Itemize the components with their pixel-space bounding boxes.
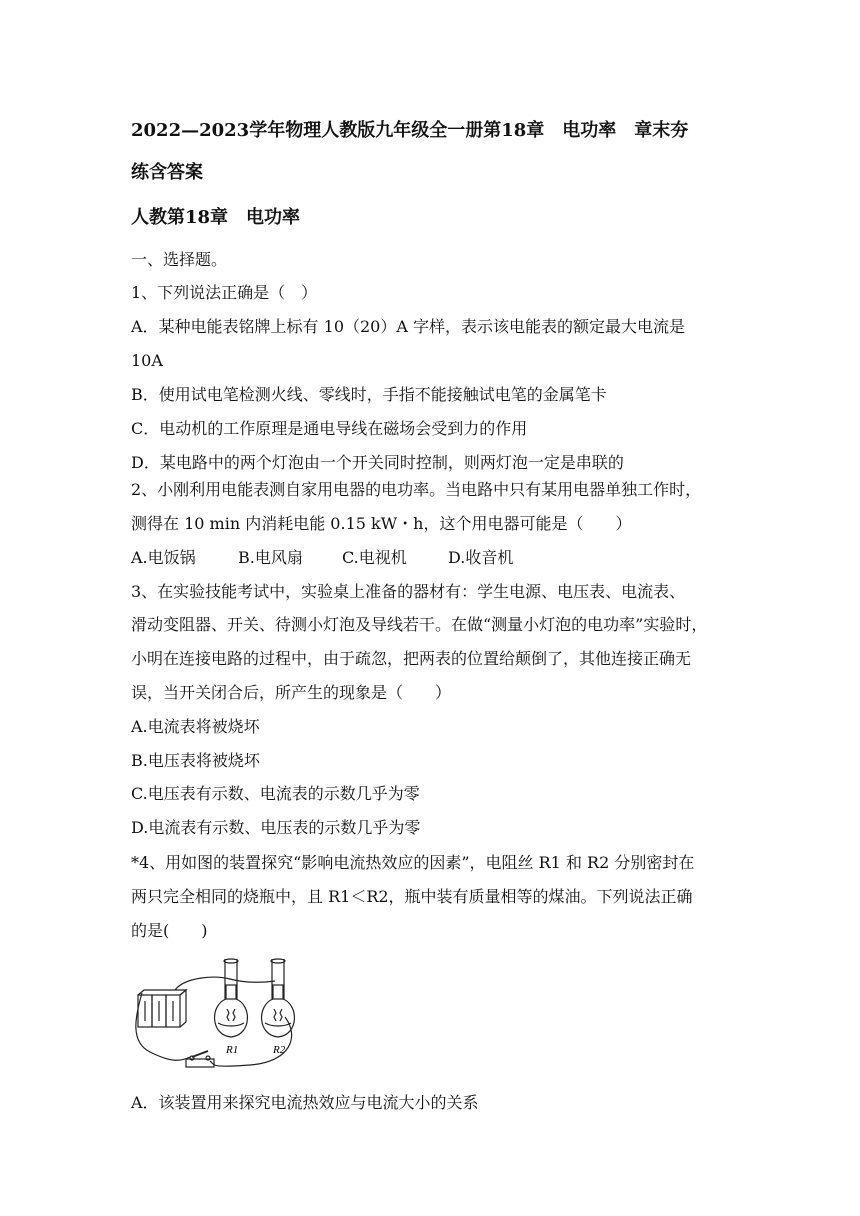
q3-stem-line-3: 小明在连接电路的过程中，由于疏忽，把两表的位置给颠倒了，其他连接正确无 — [131, 649, 692, 668]
chapter-heading: 人教第18章 电功率 — [131, 207, 301, 228]
q2-stem-line-2: 测得在 10 min 内消耗电能 0.15 kW・h，这个用电器可能是（ ） — [131, 514, 632, 533]
section-heading: 一、选择题。 — [131, 250, 228, 269]
q3-stem-line-2: 滑动变阻器、开关、待测小灯泡及导线若干。在做“测量小灯泡的电功率”实验时， — [131, 615, 708, 634]
q3-option-d: D.电流表有示数、电压表的示数几乎为零 — [131, 818, 421, 837]
q3-option-a: A.电流表将被烧坏 — [131, 717, 260, 736]
q4-stem-line-3: 的是( ) — [131, 921, 208, 940]
q1-option-a: A．某种电能表铭牌上标有 10（20）A 字样，表示该电能表的额定最大电流是 — [131, 317, 686, 336]
q2-option-b: B.电风扇 — [238, 548, 303, 567]
q4-stem-line-2: 两只完全相同的烧瓶中，且 R1＜R2，瓶中装有质量相等的煤油。下列说法正确 — [131, 887, 693, 906]
q3-stem-line-4: 误，当开关闭合后，所产生的现象是（ ） — [131, 683, 452, 702]
q1-option-c: C．电动机的工作原理是通电导线在磁场会受到力的作用 — [131, 419, 528, 438]
q4-stem-line-1: *4、用如图的装置探究“影响电流热效应的因素”，电阻丝 R1 和 R2 分别密封在 — [131, 853, 695, 872]
q1-option-b: B．使用试电笔检测火线、零线时，手指不能接触试电笔的金属笔卡 — [131, 385, 607, 404]
q2-option-d: D.收音机 — [448, 548, 514, 567]
circuit-figure — [130, 957, 305, 1072]
figure-label-r1: R1 — [226, 1044, 239, 1056]
q2-option-c: C.电视机 — [342, 548, 407, 567]
q4-option-a: A．该装置用来探究电流热效应与电流大小的关系 — [131, 1093, 479, 1112]
q3-stem-line-1: 3、在实验技能考试中，实验桌上准备的器材有：学生电源、电压表、电流表、 — [131, 582, 686, 601]
q3-option-c: C.电压表有示数、电流表的示数几乎为零 — [131, 784, 420, 803]
q1-stem: 1、下列说法正确是（ ） — [131, 283, 318, 302]
doc-title-line-2: 练含答案 — [131, 162, 203, 183]
q1-option-d: D．某电路中的两个灯泡由一个开关同时控制，则两灯泡一定是串联的 — [131, 453, 624, 472]
q2-options — [131, 547, 513, 569]
figure-label-r2: R2 — [273, 1044, 286, 1056]
q3-option-b: B.电压表将被烧坏 — [131, 751, 260, 770]
doc-title-line-1: 2022—2023学年物理人教版九年级全一册第18章 电功率 章末夯 — [131, 120, 689, 141]
q1-option-a-cont: 10A — [131, 351, 163, 370]
q2-stem-line-1: 2、小刚利用电能表测自家用电器的电功率。当电路中只有某用电器单独工作时， — [131, 480, 702, 499]
q2-option-a: A.电饭锅 — [131, 548, 196, 567]
